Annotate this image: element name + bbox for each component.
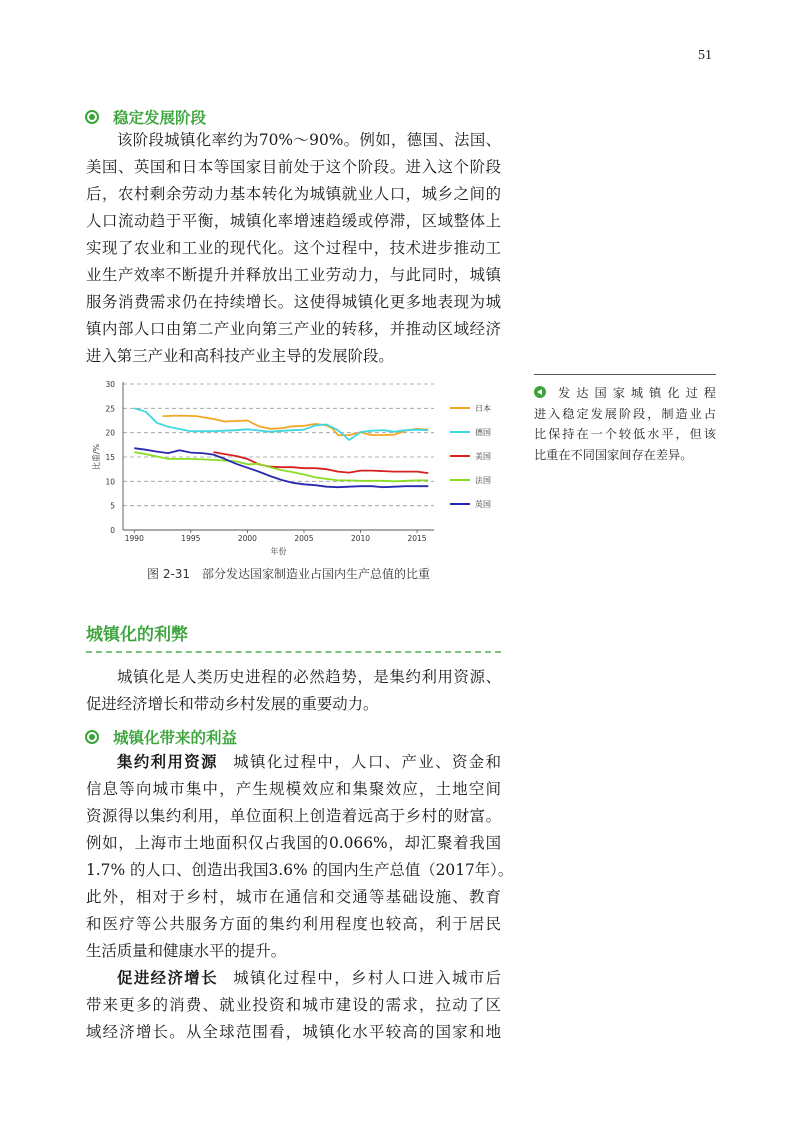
series-line-3 [214,452,429,473]
manufacturing-share-chart [86,372,516,562]
text-line: 后，农村剩余劳动力基本转化为城镇就业人口，城乡之间的 [86,185,501,203]
legend-label: 日本 [475,404,491,413]
section-heading-benefits [85,726,237,748]
y-tick-label: 0 [110,526,115,535]
x-tick-label: 2010 [350,534,371,543]
text-line: 进入第三产业和高科技产业主导的发展阶段。 [86,347,394,365]
arrow-left-icon [534,386,546,398]
y-tick-label: 15 [105,453,115,462]
section-heading-text: 城镇化带来的利益 [113,729,238,747]
side-note-line: 比重在不同国家间存在差异。 [534,447,693,462]
text-line: 生活质量和健康水平的提升。 [86,942,287,960]
stable-stage-paragraph [86,127,501,370]
text-line: 美国、英国和日本等国家目前处于这个阶段。进入这个阶段 [86,158,501,176]
text-line [86,965,501,992]
series-line-1 [163,416,429,436]
text-line: 资源得以集约利用，单位面积上创造着远高于乡村的财富。 [86,807,501,825]
text-line: 人口流动趋于平衡，城镇化率增速趋缓或停滞，区域整体上 [86,212,501,230]
y-tick-label: 5 [110,501,115,511]
x-tick-label: 2015 [407,534,427,543]
x-tick-label: 2005 [294,534,314,543]
text-line: 业生产效率不断提升并释放出工业劳动力，与此同时，城镇 [86,266,501,284]
text-line: 信息等向城市集中，产生规模效应和集聚效应，土地空间 [86,780,501,798]
figure-caption: 图 2-31 部分发达国家制造业占国内生产总值的比重 [147,567,431,581]
section-heading-text: 稳定发展阶段 [113,109,207,127]
x-axis-label: 年份 [270,547,287,556]
lead-term: 集约利用资源 [117,753,218,771]
legend-label: 法国 [475,476,491,485]
side-note-line: 进入稳定发展阶段，制造业占 [534,406,716,421]
lead-term: 促进经济增长 [117,969,218,987]
text-line: 此外，相对于乡村，城市在通信和交通等基础设施、教育 [86,888,501,906]
text-line: 服务消费需求仍在持续增长。这使得城镇化更多地表现为城 [86,293,501,311]
y-tick-label: 10 [105,477,115,487]
legend-label: 美国 [475,452,491,461]
y-tick-label: 20 [105,428,115,438]
y-tick-label: 25 [105,404,115,414]
section-heading-stable [85,106,206,128]
text-line: 该阶段城镇化率约为70%～90%。例如，德国、法国、 [117,131,501,149]
resource-paragraph [86,749,514,1046]
text-line: 1.7% 的人口、创造出我国3.6% 的国内生产总值（2017年）。 [86,861,514,879]
legend-label: 英国 [475,500,491,509]
intro-paragraph [86,664,501,718]
side-note-text: 发达国家城镇化过程 [552,386,716,400]
text-line: 镇内部人口由第二产业向第三产业的转移，并推动区域经济 [86,320,501,338]
text-line: 带来更多的消费、就业投资和城市建设的需求，拉动了区 [86,996,501,1014]
line-chart [86,372,516,562]
x-tick-label: 1990 [124,534,144,543]
y-tick-label: 30 [105,380,115,389]
page-number: 51 [698,48,712,63]
text-line: 域经济增长。从全球范围看，城镇化水平较高的国家和地 [86,1023,501,1041]
text-line: 和医疗等公共服务方面的集约利用程度也较高，利于居民 [86,915,501,933]
text-line: 实现了农业和工业的现代化。这个过程中，技术进步推动工 [86,239,501,257]
y-axis-label: 比重/% [92,443,101,471]
circle-bullet-icon [85,730,99,744]
text-line: 促进经济增长和带动乡村发展的重要动力。 [86,695,379,713]
side-note [534,374,716,465]
text-run: 城镇化过程中，乡村人口进入城市后 [231,969,501,987]
main-section-heading: 城镇化的利弊 [86,620,501,653]
x-tick-label: 2000 [237,534,257,543]
circle-bullet-icon [85,110,99,124]
text-line [86,749,501,776]
x-tick-label: 1995 [181,534,201,543]
side-note-line: 比保持在一个较低水平，但该 [534,427,716,441]
legend-label: 德国 [475,428,491,437]
text-run: 城镇化过程中，人口、产业、资金和 [231,753,501,771]
text-line: 城镇化是人类历史进程的必然趋势，是集约利用资源、 [117,668,501,686]
side-note-line [534,383,716,404]
text-line: 例如，上海市土地面积仅占我国的0.066%，却汇聚着我国 [86,834,501,852]
